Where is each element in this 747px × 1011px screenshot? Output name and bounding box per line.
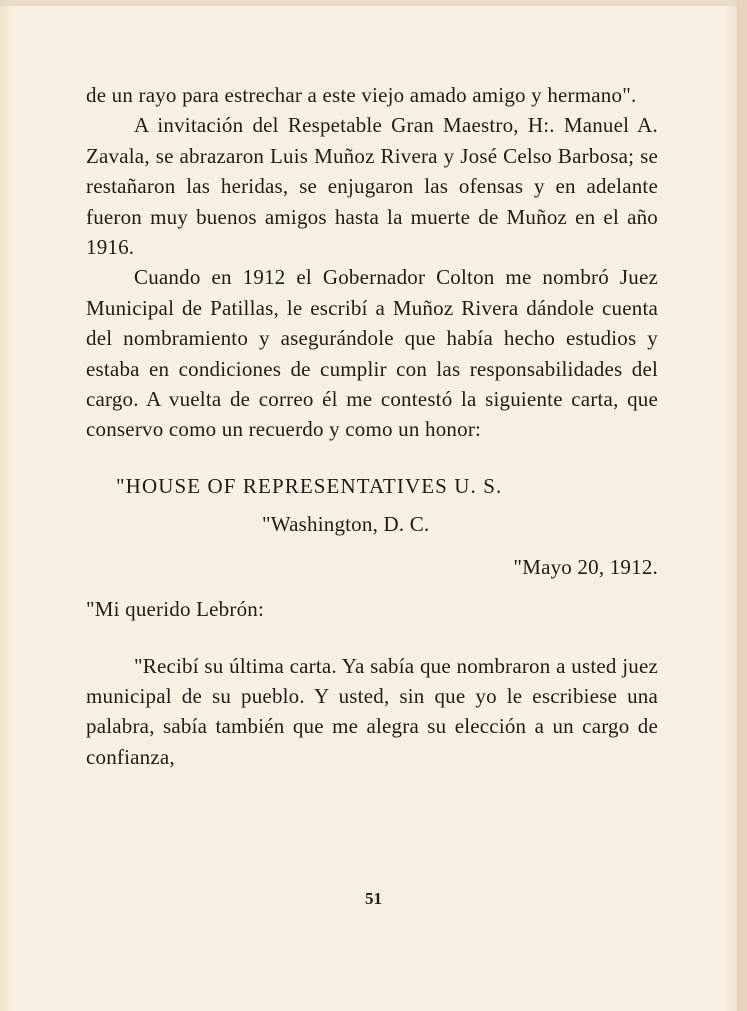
letter-location: "Washington, D. C. xyxy=(262,512,430,537)
page-right-edge xyxy=(737,0,747,1011)
letter-block xyxy=(86,471,658,772)
paragraph-continuation: de un rayo para estrechar a este viejo amado amigo y hermano". xyxy=(86,83,637,107)
letter-date: "Mayo 20, 1912. xyxy=(513,554,658,579)
page-number: 51 xyxy=(365,889,382,908)
page-text xyxy=(86,80,658,772)
page-top-edge xyxy=(0,0,747,6)
paragraph-invitation: A invitación del Respetable Gran Maestro, H:. Manuel A. Zavala, se abrazaron Luis Muñoz Rivera y José Celso Barbosa; se restañaron las heridas, se enjugaron las ofensas y en adelante fueron muy buenos amigos hasta la muerte de Muñoz en el año 1916. xyxy=(86,113,658,260)
letter-salutation: "Mi querido Lebrón: xyxy=(86,597,265,622)
letter-body: "Recibí su última carta. Ya sabía que nombraron a usted juez municipal de su pueblo. Y usted, sin que yo le escribiese una palabra, sabía también que me alegra su elección a un cargo de confianza, xyxy=(86,653,658,769)
letter-heading: "HOUSE OF REPRESENTATIVES U. S. xyxy=(116,473,503,498)
paragraph-appointment: Cuando en 1912 el Gobernador Colton me nombró Juez Municipal de Patillas, le escribí a Muñoz Rivera dándole cuenta del nombramiento y asegurándole que había hecho estudios y estaba en condiciones de cumplir con las responsabilidades del cargo. A vuelta de correo él me contestó la siguiente carta, que conservo como un recuerdo y como un honor: xyxy=(86,265,658,442)
